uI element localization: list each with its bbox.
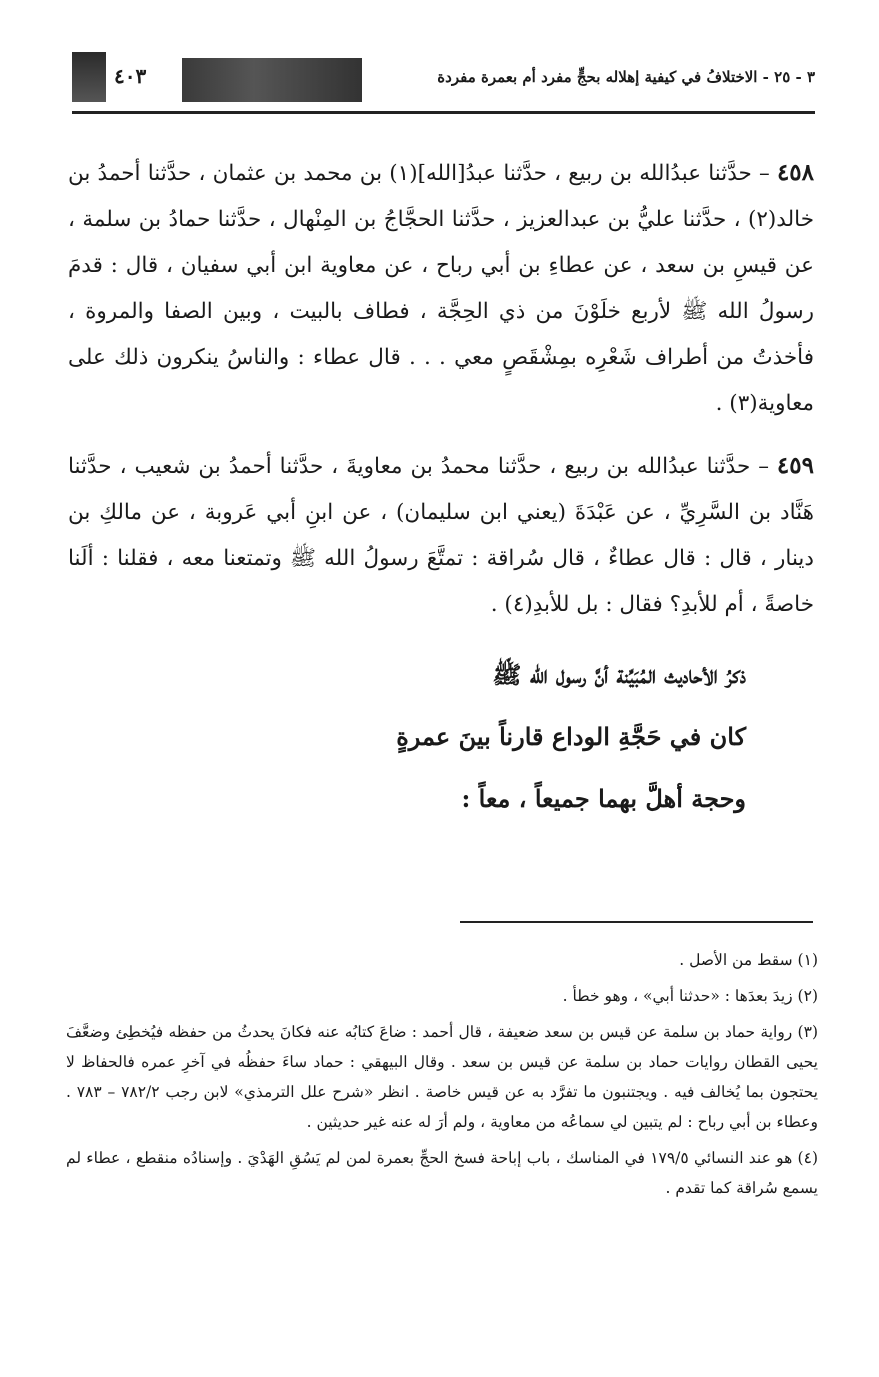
footnote-2: (٢) زيدَ بعدَها : «حدثنا أبي» ، وهو خطأ . <box>562 987 818 1005</box>
running-title: ٣ - ٢٥ - الاختلافُ في كيفية إهلاله بحجٍّ مفرد أم بعمرة مفردة <box>437 68 815 86</box>
section-heading-line: ذكرُ الأحاديث المُبَيِّنة أنَّ رسول الله ﷺ <box>492 660 746 689</box>
footnotes <box>66 945 818 1209</box>
header-ornament-block <box>182 58 362 102</box>
section-heading-line: كان في حَجَّةِ الوداع قارناً بينَ عمرةٍ <box>396 722 746 751</box>
header-corner-decoration <box>72 52 106 102</box>
hadith-text: – حدَّثنا عبدُالله بن ربيع ، حدَّثنا عبدُ[الله](١) بن محمد بن عثمان ، حدَّثنا أحمدُ بن خالد(٢) ، حدَّثنا عليُّ بن عبدالعزيز ، حدَّثنا الحجَّاجُ بن المِنْهال ، حدَّثنا حمادُ بن سلمة ، عن قيسِ بن سعد ، عن عطاءِ بن أبي رباح ، عن معاوية ابن أبي سفيان ، قال : قدمَ رسولُ الله ﷺ لأربع خلَوْنَ من ذي الحِجَّة ، فطاف بالبيت ، وبين الصفا والمروة ، فأخذتُ من أطراف شَعْرِه بمِشْقَصٍ معي . . . قال عطاء : والناسُ ينكرون ذلك على معاوية(٣) . <box>68 161 814 416</box>
hadith-text: – حدَّثنا عبدُالله بن ربيع ، حدَّثنا محمدُ بن معاويةَ ، حدَّثنا أحمدُ بن شعيب ، حدَّثنا هَنَّاد بن السَّرِيِّ ، عن عَبْدَةَ (يعني ابن سليمان) ، عن ابنِ أبي عَروبة ، عن مالكِ بن دينار ، قال : قال عطاءٌ ، قال سُراقة : تمتَّعَ رسولُ الله ﷺ وتمتعنا معه ، فقلنا : ألَنا خاصةً ، أم للأبدِ؟ فقال : بل للأبدِ(٤) . <box>68 454 814 617</box>
footnote-separator <box>460 921 813 923</box>
footnote-4: (٤) هو عند النسائي ١٧٩/٥ في المناسك ، باب إباحة فسخ الحجِّ بعمرة لمن لم يَسُقِ الهَدْيَ . وإسنادُه منقطع ، عطاء لم يسمع سُراقة كما تقدم . <box>66 1149 818 1197</box>
hadith-458 <box>68 150 814 427</box>
section-heading <box>68 644 814 830</box>
section-heading-line: وحجة أهلَّ بهما جميعاً ، معاً : <box>461 784 746 813</box>
hadith-number: ٤٥٩ <box>776 452 814 479</box>
main-text <box>68 150 814 830</box>
header-rule <box>72 111 815 114</box>
page-number: ٤٠٣ <box>114 64 147 88</box>
footnote-1: (١) سقط من الأصل . <box>679 951 818 969</box>
hadith-number: ٤٥٨ <box>776 159 814 186</box>
hadith-459 <box>68 443 814 628</box>
page-header <box>72 52 815 114</box>
footnote-3: (٣) رواية حماد بن سلمة عن قيس بن سعد ضعيفة ، قال أحمد : ضاعَ كتابُه عنه فكانَ يحدثُ من حفظه فيُخطِئ وضعَّفَ يحيى القطان روايات حماد بن سلمة عن قيس بن سعد . وقال البيهقي : حماد ساءَ حفظُه في آخرِ عمره فالحفاظ لا يحتجون بما يُخالف فيه . ويجتنبون ما تفرَّد به عن قيس خاصة . انظر «شرح علل الترمذي» لابن رجب ٧٨٢/٢ – ٧٨٣ . وعطاء بن أبي رباح : لم يتبين لي سماعُه من معاوية ، ولم أرَ له عنه غير حديثين . <box>66 1023 818 1131</box>
